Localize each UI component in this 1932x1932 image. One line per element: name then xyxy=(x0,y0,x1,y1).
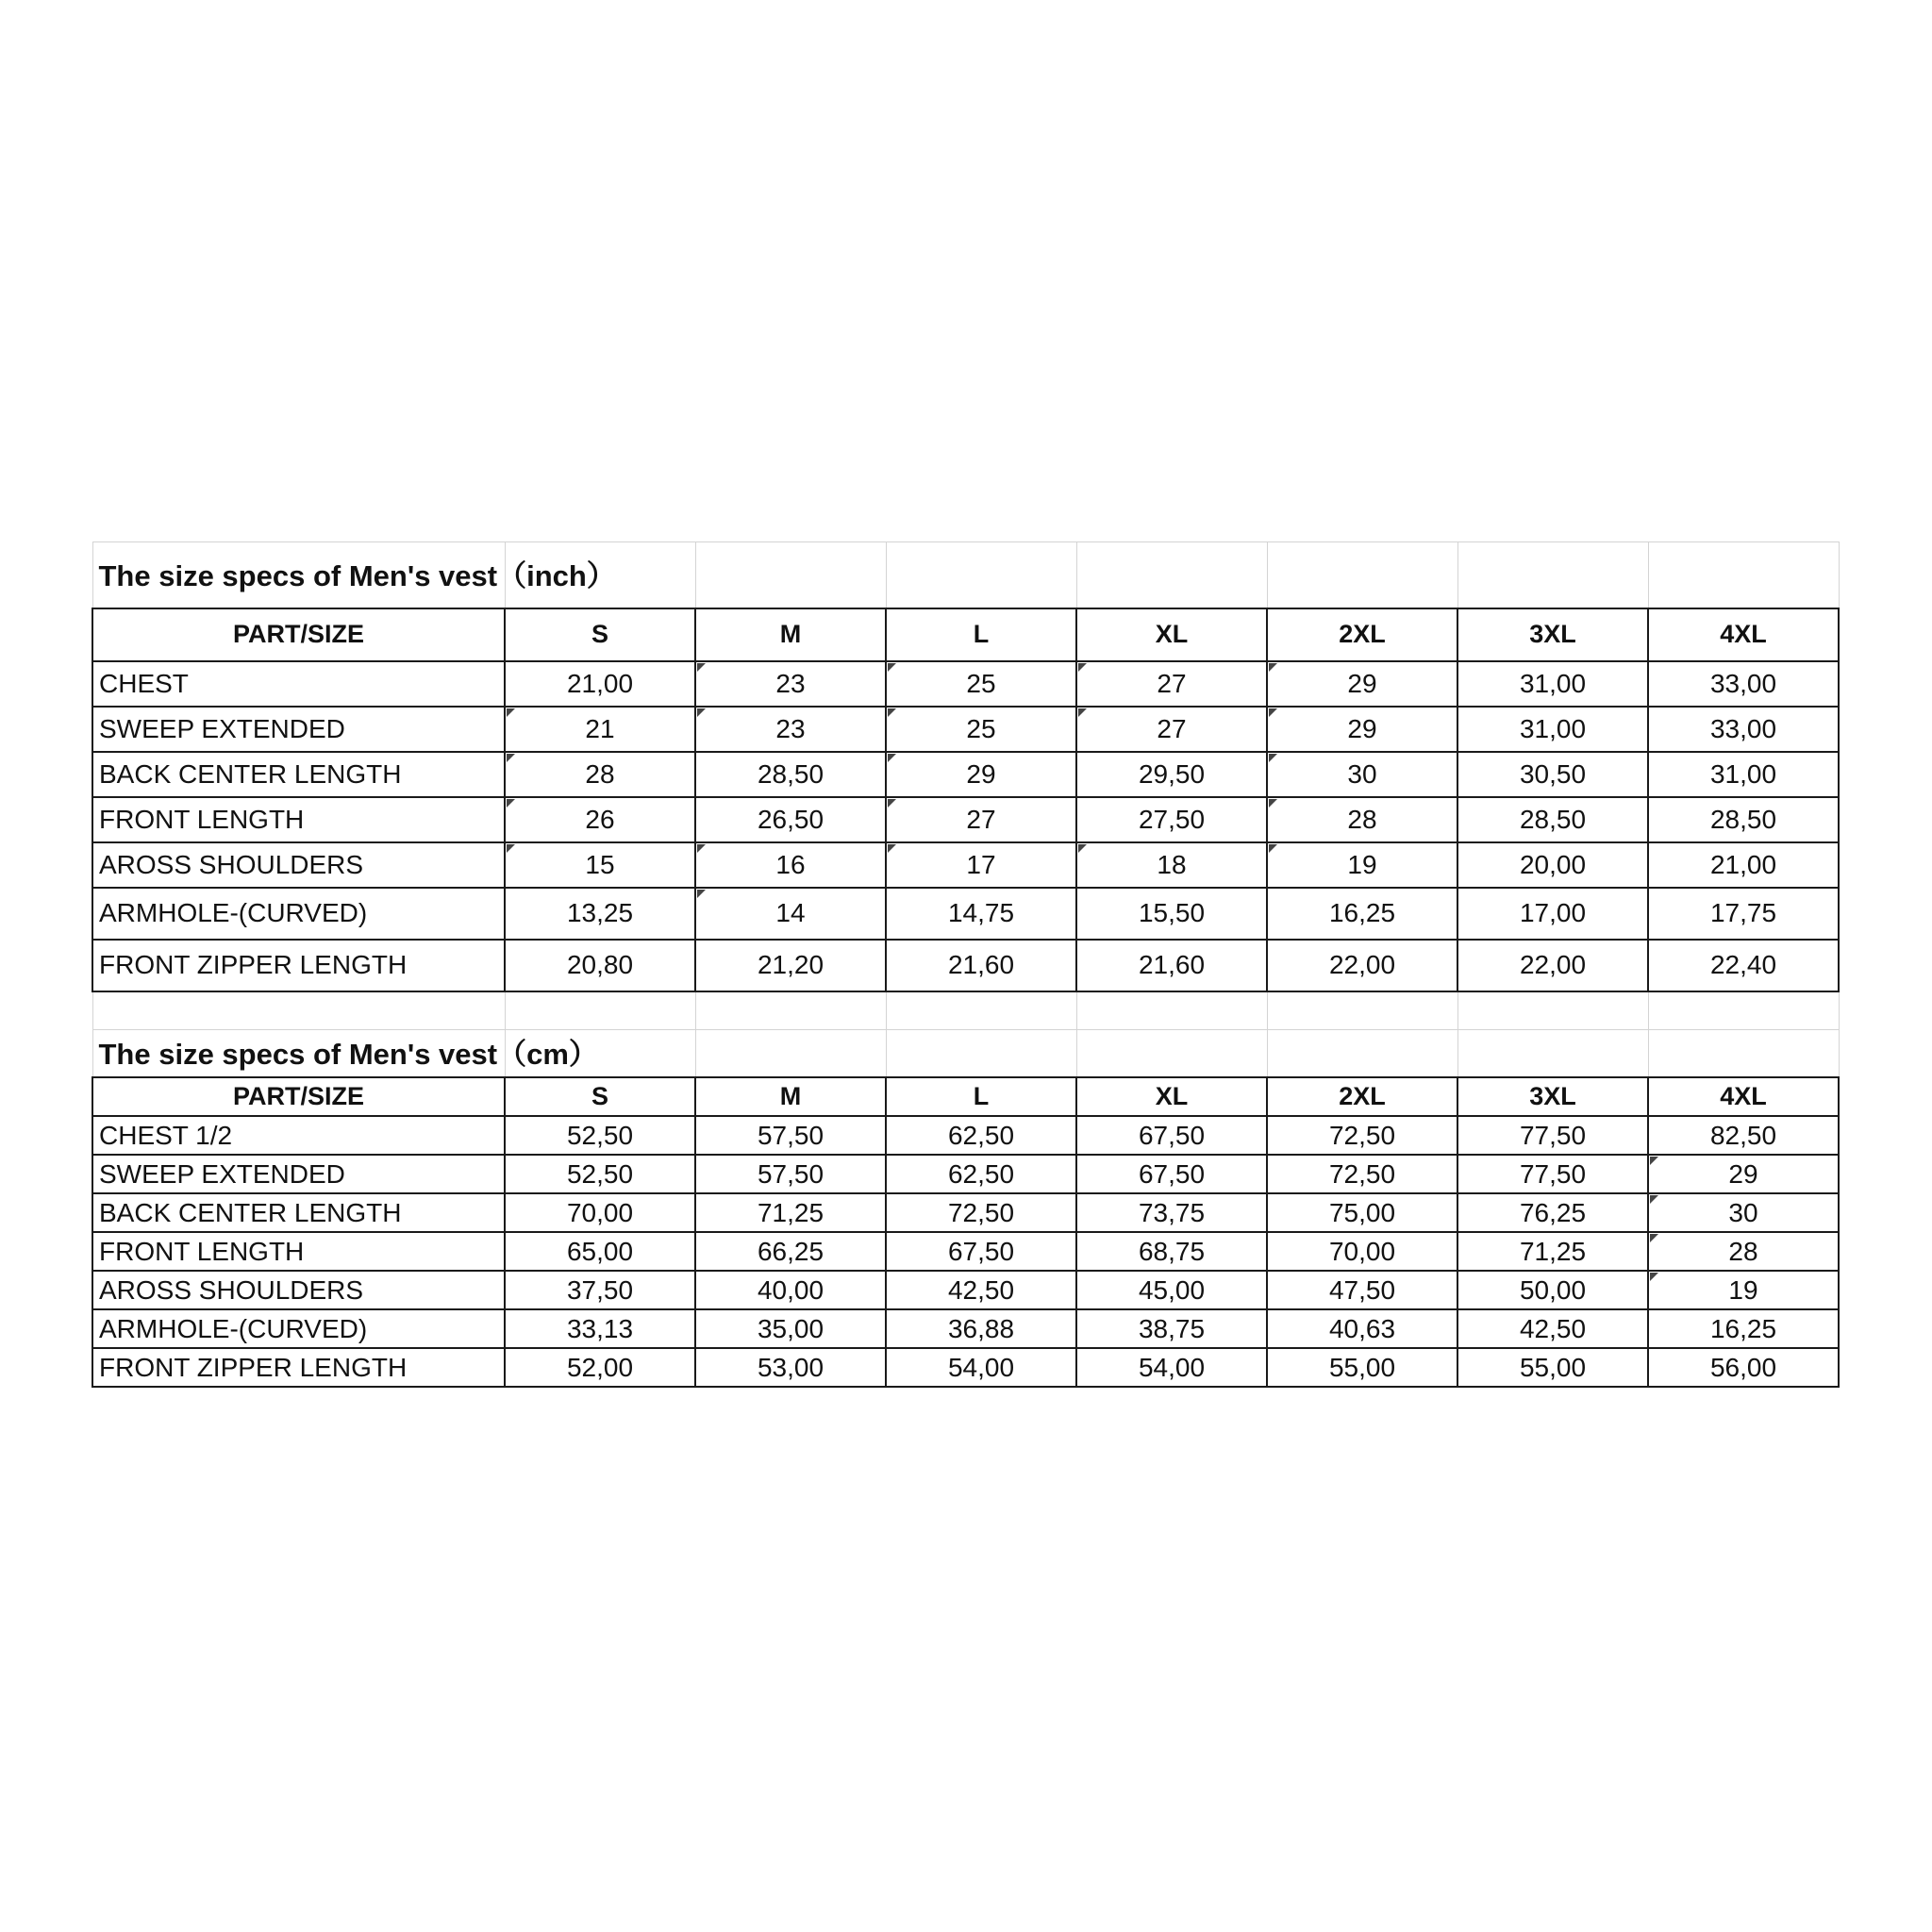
column-header-part: PART/SIZE xyxy=(92,1077,505,1116)
cell-value: 17,75 xyxy=(1648,888,1839,940)
table-row xyxy=(92,1155,1839,1193)
cell-value: 42,50 xyxy=(886,1271,1076,1309)
cell-value: 52,00 xyxy=(505,1348,695,1387)
cell-value: 42,50 xyxy=(1457,1309,1648,1348)
cell-value: 40,00 xyxy=(695,1271,886,1309)
cell-value: 14 xyxy=(695,888,886,940)
cell-value: 62,50 xyxy=(886,1155,1076,1193)
cell-value: 77,50 xyxy=(1457,1116,1648,1155)
cell-value: 16,25 xyxy=(1267,888,1457,940)
cell-value: 55,00 xyxy=(1267,1348,1457,1387)
table-row xyxy=(92,842,1839,888)
cell-value: 70,00 xyxy=(505,1193,695,1232)
cell-value: 21,60 xyxy=(1076,940,1267,991)
cell-value: 47,50 xyxy=(1267,1271,1457,1309)
cell-value: 77,50 xyxy=(1457,1155,1648,1193)
cell-value: 29 xyxy=(1267,707,1457,752)
spacer-row xyxy=(92,991,1839,1030)
cell-value: 52,50 xyxy=(505,1155,695,1193)
cell-value: 31,00 xyxy=(1648,752,1839,797)
inch-table-title-row xyxy=(92,542,1839,608)
cell-value: 68,75 xyxy=(1076,1232,1267,1271)
column-header-m: M xyxy=(695,608,886,661)
column-header-3xl: 3XL xyxy=(1457,608,1648,661)
cell-value: 22,00 xyxy=(1267,940,1457,991)
cell-value: 21,00 xyxy=(1648,842,1839,888)
cell-value: 38,75 xyxy=(1076,1309,1267,1348)
cell-value: 23 xyxy=(695,661,886,707)
cell-value: 15 xyxy=(505,842,695,888)
cell-value: 21,00 xyxy=(505,661,695,707)
column-header-xl: XL xyxy=(1076,608,1267,661)
row-label: FRONT ZIPPER LENGTH xyxy=(92,940,505,991)
row-label: CHEST xyxy=(92,661,505,707)
cell-value: 14,75 xyxy=(886,888,1076,940)
cell-value: 45,00 xyxy=(1076,1271,1267,1309)
cell-value: 57,50 xyxy=(695,1116,886,1155)
cell-value: 16 xyxy=(695,842,886,888)
cell-value: 17,00 xyxy=(1457,888,1648,940)
cell-value: 21,60 xyxy=(886,940,1076,991)
cell-value: 26 xyxy=(505,797,695,842)
cell-value: 70,00 xyxy=(1267,1232,1457,1271)
cm-table-title-row xyxy=(92,1030,1839,1078)
cell-value: 28 xyxy=(505,752,695,797)
column-header-2xl: 2XL xyxy=(1267,1077,1457,1116)
table-row xyxy=(92,1309,1839,1348)
cell-value: 21 xyxy=(505,707,695,752)
cell-value: 28 xyxy=(1648,1232,1839,1271)
cell-value: 54,00 xyxy=(1076,1348,1267,1387)
cell-value: 13,25 xyxy=(505,888,695,940)
cell-value: 17 xyxy=(886,842,1076,888)
cell-value: 31,00 xyxy=(1457,707,1648,752)
cell-value: 35,00 xyxy=(695,1309,886,1348)
cell-value: 27 xyxy=(1076,661,1267,707)
cell-value: 54,00 xyxy=(886,1348,1076,1387)
cell-value: 33,00 xyxy=(1648,707,1839,752)
cell-value: 27 xyxy=(886,797,1076,842)
column-header-m: M xyxy=(695,1077,886,1116)
cell-value: 26,50 xyxy=(695,797,886,842)
cell-value: 20,80 xyxy=(505,940,695,991)
cell-value: 19 xyxy=(1648,1271,1839,1309)
table-row xyxy=(92,1193,1839,1232)
cell-value: 76,25 xyxy=(1457,1193,1648,1232)
row-label: SWEEP EXTENDED xyxy=(92,1155,505,1193)
row-label: SWEEP EXTENDED xyxy=(92,707,505,752)
table-row xyxy=(92,1232,1839,1271)
cell-value: 23 xyxy=(695,707,886,752)
cell-value: 16,25 xyxy=(1648,1309,1839,1348)
cell-value: 29 xyxy=(1267,661,1457,707)
cell-value: 18 xyxy=(1076,842,1267,888)
cell-value: 72,50 xyxy=(1267,1116,1457,1155)
table-row xyxy=(92,1116,1839,1155)
cell-value: 65,00 xyxy=(505,1232,695,1271)
cell-value: 19 xyxy=(1267,842,1457,888)
column-header-s: S xyxy=(505,608,695,661)
cell-value: 66,25 xyxy=(695,1232,886,1271)
cell-value: 21,20 xyxy=(695,940,886,991)
cell-value: 73,75 xyxy=(1076,1193,1267,1232)
table-row xyxy=(92,752,1839,797)
table-row xyxy=(92,1348,1839,1387)
cell-value: 28,50 xyxy=(1457,797,1648,842)
row-label: AROSS SHOULDERS xyxy=(92,1271,505,1309)
row-label: ARMHOLE-(CURVED) xyxy=(92,1309,505,1348)
cell-value: 25 xyxy=(886,707,1076,752)
cell-value: 30,50 xyxy=(1457,752,1648,797)
cell-value: 71,25 xyxy=(695,1193,886,1232)
size-spec-sheet xyxy=(92,541,1840,1388)
cell-value: 29 xyxy=(886,752,1076,797)
row-label: ARMHOLE-(CURVED) xyxy=(92,888,505,940)
cell-value: 37,50 xyxy=(505,1271,695,1309)
cell-value: 82,50 xyxy=(1648,1116,1839,1155)
cell-value: 56,00 xyxy=(1648,1348,1839,1387)
cell-value: 30 xyxy=(1648,1193,1839,1232)
cell-value: 55,00 xyxy=(1457,1348,1648,1387)
cell-value: 52,50 xyxy=(505,1116,695,1155)
cell-value: 22,40 xyxy=(1648,940,1839,991)
cell-value: 57,50 xyxy=(695,1155,886,1193)
cell-value: 27,50 xyxy=(1076,797,1267,842)
cell-value: 40,63 xyxy=(1267,1309,1457,1348)
cell-value: 53,00 xyxy=(695,1348,886,1387)
cell-value: 75,00 xyxy=(1267,1193,1457,1232)
cell-value: 29 xyxy=(1648,1155,1839,1193)
table-row xyxy=(92,1271,1839,1309)
table-row xyxy=(92,707,1839,752)
row-label: AROSS SHOULDERS xyxy=(92,842,505,888)
column-header-s: S xyxy=(505,1077,695,1116)
column-header-2xl: 2XL xyxy=(1267,608,1457,661)
table-row xyxy=(92,888,1839,940)
cell-value: 72,50 xyxy=(1267,1155,1457,1193)
row-label: FRONT ZIPPER LENGTH xyxy=(92,1348,505,1387)
column-header-4xl: 4XL xyxy=(1648,608,1839,661)
table-row xyxy=(92,940,1839,991)
cell-value: 50,00 xyxy=(1457,1271,1648,1309)
row-label: FRONT LENGTH xyxy=(92,797,505,842)
table-row xyxy=(92,797,1839,842)
inch-table-title: The size specs of Men's vest（inch） xyxy=(92,542,505,608)
column-header-xl: XL xyxy=(1076,1077,1267,1116)
cell-value: 28,50 xyxy=(695,752,886,797)
row-label: BACK CENTER LENGTH xyxy=(92,1193,505,1232)
inch-table-header xyxy=(92,608,1839,661)
row-label: CHEST 1/2 xyxy=(92,1116,505,1155)
column-header-l: L xyxy=(886,608,1076,661)
cell-value: 33,00 xyxy=(1648,661,1839,707)
cell-value: 25 xyxy=(886,661,1076,707)
cell-value: 67,50 xyxy=(1076,1155,1267,1193)
cell-value: 36,88 xyxy=(886,1309,1076,1348)
row-label: FRONT LENGTH xyxy=(92,1232,505,1271)
cell-value: 67,50 xyxy=(1076,1116,1267,1155)
cell-value: 71,25 xyxy=(1457,1232,1648,1271)
cell-value: 33,13 xyxy=(505,1309,695,1348)
column-header-4xl: 4XL xyxy=(1648,1077,1839,1116)
cell-value: 72,50 xyxy=(886,1193,1076,1232)
cm-table-title: The size specs of Men's vest（cm） xyxy=(92,1030,505,1078)
cell-value: 31,00 xyxy=(1457,661,1648,707)
cell-value: 28,50 xyxy=(1648,797,1839,842)
column-header-part: PART/SIZE xyxy=(92,608,505,661)
cell-value: 22,00 xyxy=(1457,940,1648,991)
column-header-l: L xyxy=(886,1077,1076,1116)
cell-value: 15,50 xyxy=(1076,888,1267,940)
cm-table-header xyxy=(92,1077,1839,1116)
cell-value: 27 xyxy=(1076,707,1267,752)
cell-value: 67,50 xyxy=(886,1232,1076,1271)
row-label: BACK CENTER LENGTH xyxy=(92,752,505,797)
cell-value: 29,50 xyxy=(1076,752,1267,797)
cell-value: 20,00 xyxy=(1457,842,1648,888)
cell-value: 28 xyxy=(1267,797,1457,842)
size-spec-grid xyxy=(92,541,1840,1388)
table-row xyxy=(92,661,1839,707)
cell-value: 62,50 xyxy=(886,1116,1076,1155)
cell-value: 30 xyxy=(1267,752,1457,797)
column-header-3xl: 3XL xyxy=(1457,1077,1648,1116)
